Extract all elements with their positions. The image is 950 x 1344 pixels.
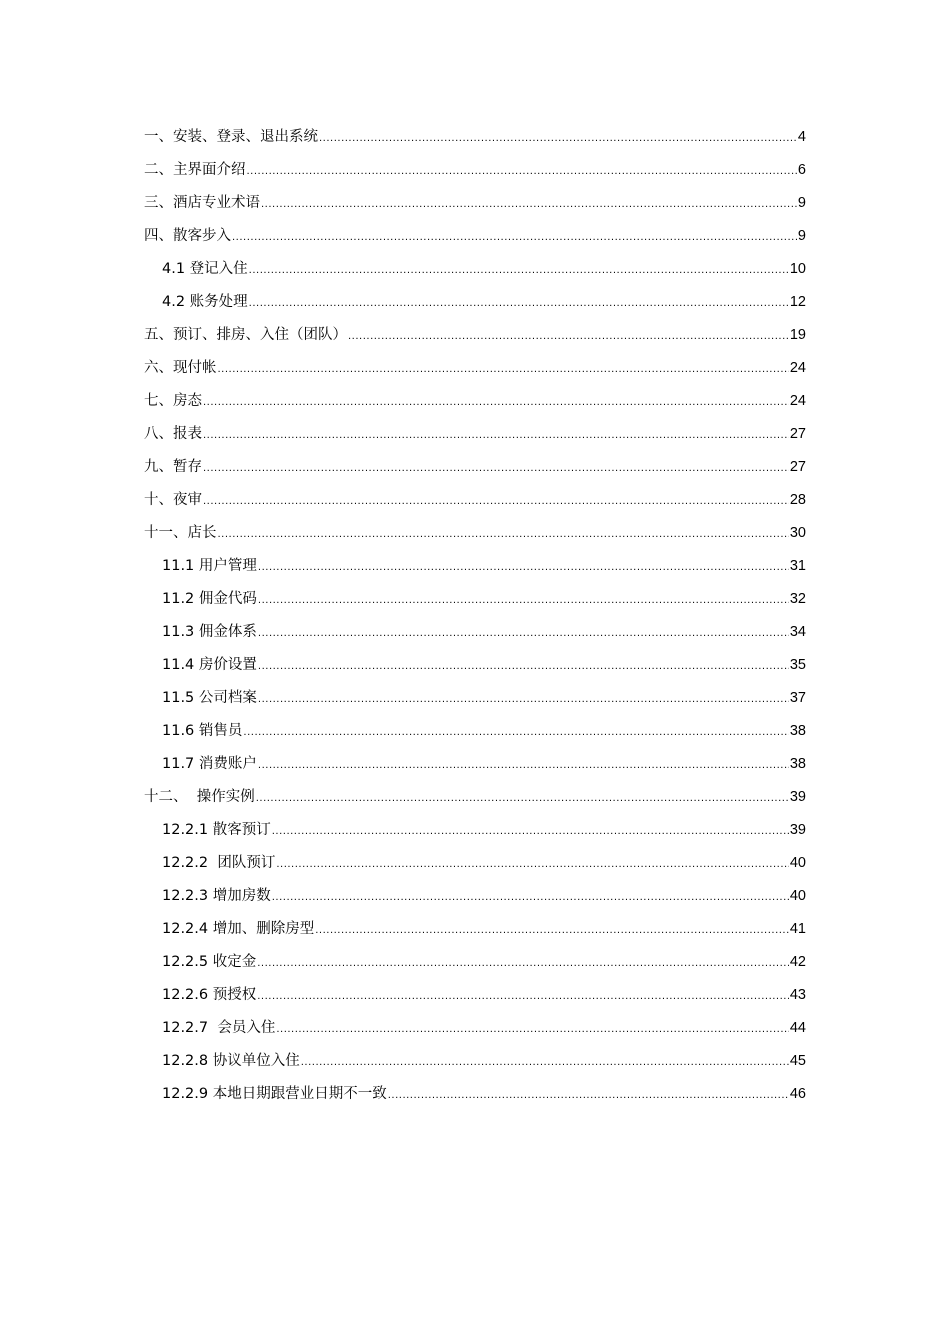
toc-entry[interactable] (0, 781, 950, 814)
toc-entry[interactable] (0, 187, 950, 220)
toc-leader-dots (276, 1013, 789, 1046)
toc-entry-page: 38 (789, 723, 806, 739)
toc-entry-page: 44 (789, 1020, 806, 1036)
toc-entry[interactable] (0, 484, 950, 517)
toc-entry-page: 41 (789, 921, 806, 937)
toc-entry[interactable] (0, 319, 950, 352)
toc-leader-dots (249, 254, 789, 287)
toc-entry[interactable] (0, 913, 950, 946)
toc-entry-page: 24 (789, 393, 806, 409)
toc-entry[interactable] (0, 649, 950, 682)
toc-entry-label: 12.2.5 收定金 (162, 954, 257, 970)
toc-entry-page: 31 (789, 558, 806, 574)
toc-entry[interactable] (0, 253, 950, 286)
toc-entry-page: 45 (789, 1053, 806, 1069)
toc-entry[interactable] (0, 847, 950, 880)
toc-entry-label: 11.4 房价设置 (162, 657, 257, 673)
toc-entry[interactable] (0, 880, 950, 913)
toc-entry-label: 八、报表 (144, 426, 202, 442)
toc-entry-page: 40 (789, 888, 806, 904)
toc-leader-dots (232, 221, 797, 254)
toc-leader-dots (258, 683, 789, 716)
toc-entry[interactable] (0, 583, 950, 616)
toc-entry-page: 43 (789, 987, 806, 1003)
toc-entry-label: 十二、 操作实例 (144, 789, 255, 805)
toc-entry[interactable] (0, 748, 950, 781)
toc-entry-label: 11.7 消费账户 (162, 756, 257, 772)
toc-entry[interactable] (0, 451, 950, 484)
toc-entry-page: 9 (797, 195, 806, 211)
toc-entry-label: 12.2.6 预授权 (162, 987, 257, 1003)
toc-leader-dots (247, 155, 797, 188)
toc-entry[interactable] (0, 946, 950, 979)
toc-entry-page: 24 (789, 360, 806, 376)
toc-leader-dots (257, 947, 789, 980)
toc-entry[interactable] (0, 979, 950, 1012)
toc-entry-label: 三、酒店专业术语 (144, 195, 260, 211)
toc-entry-page: 12 (789, 294, 806, 310)
toc-leader-dots (258, 650, 789, 683)
toc-leader-dots (203, 485, 789, 518)
toc-leader-dots (348, 320, 789, 353)
toc-entry-label: 11.3 佣金体系 (162, 624, 257, 640)
toc-entry-label: 九、暂存 (144, 459, 202, 475)
toc-entry-page: 39 (789, 822, 806, 838)
toc-entry-label: 11.1 用户管理 (162, 558, 257, 574)
toc-entry[interactable] (0, 550, 950, 583)
toc-entry-label: 七、房态 (144, 393, 202, 409)
toc-entry-label: 11.6 销售员 (162, 723, 243, 739)
toc-entry[interactable] (0, 616, 950, 649)
toc-entry-page: 27 (789, 459, 806, 475)
toc-entry-page: 42 (789, 954, 806, 970)
toc-leader-dots (261, 188, 797, 221)
toc-leader-dots (249, 287, 789, 320)
toc-entry-label: 11.2 佣金代码 (162, 591, 257, 607)
toc-leader-dots (203, 386, 789, 419)
toc-entry[interactable] (0, 121, 950, 154)
toc-entry-label: 12.2.2 团队预订 (162, 855, 276, 871)
toc-entry-page: 46 (789, 1086, 806, 1102)
toc-entry[interactable] (0, 286, 950, 319)
toc-entry[interactable] (0, 1078, 950, 1111)
toc-leader-dots (258, 617, 789, 650)
toc-leader-dots (218, 353, 789, 386)
toc-entry[interactable] (0, 220, 950, 253)
table-of-contents (0, 121, 950, 1111)
toc-entry[interactable] (0, 418, 950, 451)
toc-entry-page: 9 (797, 228, 806, 244)
toc-entry[interactable] (0, 352, 950, 385)
toc-leader-dots (388, 1079, 789, 1112)
toc-entry-page: 34 (789, 624, 806, 640)
toc-leader-dots (272, 881, 789, 914)
toc-leader-dots (218, 518, 789, 551)
toc-entry-label: 十一、店长 (144, 525, 217, 541)
toc-entry-page: 10 (789, 261, 806, 277)
toc-entry-page: 28 (789, 492, 806, 508)
toc-entry[interactable] (0, 715, 950, 748)
toc-entry-page: 19 (789, 327, 806, 343)
toc-entry[interactable] (0, 154, 950, 187)
toc-entry-page: 27 (789, 426, 806, 442)
toc-entry-page: 6 (797, 162, 806, 178)
toc-entry-label: 二、主界面介绍 (144, 162, 246, 178)
toc-entry-label: 12.2.7 会员入住 (162, 1020, 276, 1036)
toc-leader-dots (276, 848, 789, 881)
toc-entry-page: 39 (789, 789, 806, 805)
toc-entry-page: 38 (789, 756, 806, 772)
toc-entry-page: 37 (789, 690, 806, 706)
toc-leader-dots (258, 551, 789, 584)
toc-entry[interactable] (0, 517, 950, 550)
toc-entry-label: 4.1 登记入住 (162, 261, 248, 277)
toc-entry-page: 40 (789, 855, 806, 871)
toc-leader-dots (243, 716, 788, 749)
toc-leader-dots (315, 914, 789, 947)
toc-leader-dots (272, 815, 789, 848)
toc-entry[interactable] (0, 814, 950, 847)
toc-entry-page: 4 (797, 129, 806, 145)
toc-entry-label: 12.2.1 散客预订 (162, 822, 271, 838)
toc-entry-label: 12.2.4 增加、删除房型 (162, 921, 315, 937)
toc-entry-page: 35 (789, 657, 806, 673)
toc-entry-page: 30 (789, 525, 806, 541)
toc-leader-dots (203, 452, 789, 485)
toc-entry-label: 四、散客步入 (144, 228, 231, 244)
toc-entry-page: 32 (789, 591, 806, 607)
toc-entry-label: 一、安装、登录、退出系统 (144, 129, 318, 145)
toc-entry[interactable] (0, 385, 950, 418)
toc-entry-label: 五、预订、排房、入住（团队） (144, 327, 347, 343)
toc-leader-dots (258, 749, 789, 782)
toc-leader-dots (258, 584, 789, 617)
toc-entry-label: 12.2.8 协议单位入住 (162, 1053, 300, 1069)
toc-entry[interactable] (0, 682, 950, 715)
toc-entry-label: 六、现付帐 (144, 360, 217, 376)
toc-entry[interactable] (0, 1012, 950, 1045)
toc-leader-dots (256, 782, 789, 815)
toc-entry-label: 4.2 账务处理 (162, 294, 248, 310)
toc-leader-dots (203, 419, 789, 452)
toc-leader-dots (257, 980, 789, 1013)
toc-entry-label: 11.5 公司档案 (162, 690, 257, 706)
toc-entry-label: 12.2.9 本地日期跟营业日期不一致 (162, 1086, 387, 1102)
toc-leader-dots (301, 1046, 789, 1079)
toc-leader-dots (319, 122, 797, 155)
toc-entry-label: 12.2.3 增加房数 (162, 888, 271, 904)
toc-entry[interactable] (0, 1045, 950, 1078)
toc-entry-label: 十、夜审 (144, 492, 202, 508)
